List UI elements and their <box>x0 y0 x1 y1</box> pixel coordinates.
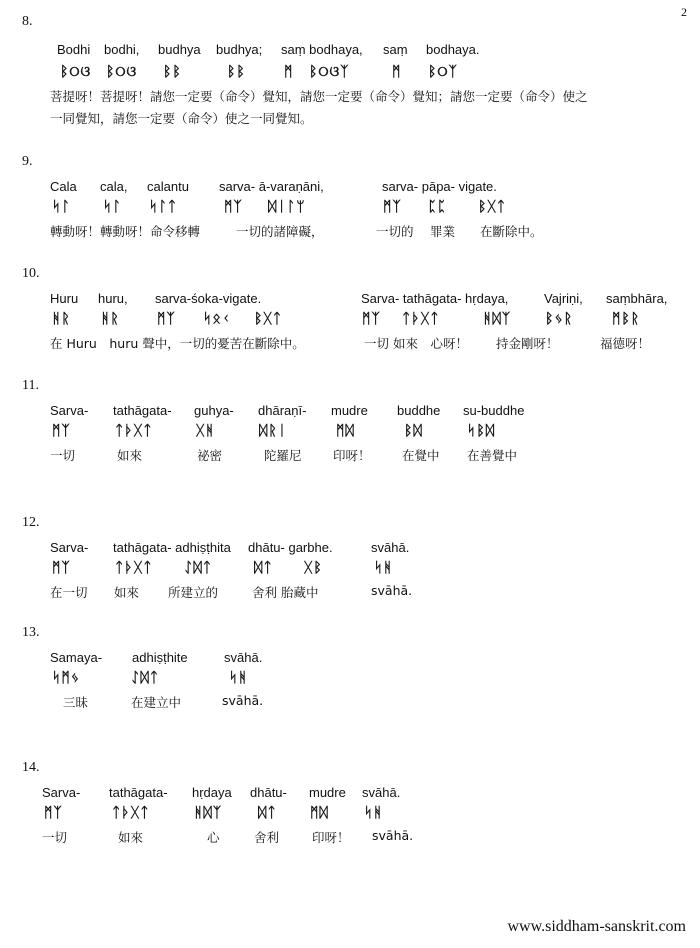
chinese-translation <box>0 222 700 242</box>
siddham-glyph: ᚷᛒ <box>304 560 323 576</box>
siddham-glyph: ᚻᚱ <box>52 311 71 327</box>
chinese-phrase: 祕密 <box>197 448 223 463</box>
siddham-line <box>0 311 700 331</box>
siddham-glyph: ᛒᛒ <box>163 64 182 80</box>
chinese-phrase: 一切 <box>42 830 68 845</box>
chinese-phrase: 在一切 <box>50 585 88 600</box>
siddham-glyph: ᛞᛁᛚᛘ <box>268 199 306 215</box>
roman-word: sarva- pāpa- vigate. <box>382 179 497 194</box>
roman-word: Vajriṇi, <box>544 291 583 306</box>
chinese-line: 菩提呀！菩提呀！請您一定要（命令）覺知，請您一定要（命令）覺知；請您一定要（命令）使之 <box>50 89 588 104</box>
chinese-translation <box>50 86 680 130</box>
romanization-line <box>0 403 700 423</box>
roman-word: Samaya- <box>50 650 103 665</box>
siddham-glyph: ᛒ୦ଓ <box>60 64 92 80</box>
siddham-glyph: ᛒᛃᚱ <box>545 311 574 327</box>
roman-word: svāhā. <box>362 785 401 800</box>
siddham-glyph: ᛗᛉ <box>44 805 63 821</box>
roman-word: sarva- ā-varaṇāni, <box>219 179 324 194</box>
romanization-line <box>0 540 700 560</box>
verse-number: 14. <box>22 760 40 775</box>
chinese-phrase: 印呀！ <box>333 448 371 463</box>
siddham-glyph: ᛞᛏ <box>258 805 277 821</box>
chinese-phrase: 如來 <box>118 830 144 845</box>
chinese-phrase: svāhā. <box>372 828 414 843</box>
verse-number: 10. <box>22 266 40 281</box>
roman-word: su-buddhe <box>463 403 525 418</box>
chinese-phrase: 在善覺中 <box>467 448 518 463</box>
siddham-glyph: ᛒᚷᛏ <box>254 311 283 327</box>
siddham-glyph: ᚷᚻ <box>196 423 215 439</box>
siddham-glyph: ᛋᚻ <box>374 560 393 576</box>
chinese-phrase: 一切的 <box>376 224 414 239</box>
roman-word: Sarva- <box>50 540 89 555</box>
siddham-glyph: ᛗᛉ <box>383 199 402 215</box>
roman-word: svāhā. <box>224 650 263 665</box>
chinese-phrase: 如來 <box>117 448 143 463</box>
roman-word: budhya; <box>216 42 263 57</box>
siddham-glyph: ᛋᛚ <box>52 199 71 215</box>
page-number: 2 <box>681 5 687 19</box>
roman-word: hṛdaya <box>192 785 232 800</box>
romanization-line <box>0 291 700 311</box>
chinese-phrase: 所建立的 <box>168 585 219 600</box>
roman-word: guhya- <box>194 403 234 418</box>
chinese-phrase: 在斷除中。 <box>480 224 543 239</box>
siddham-line <box>0 805 700 825</box>
verse-number: 13. <box>22 625 40 640</box>
roman-word: dhātu- <box>250 785 287 800</box>
chinese-translation <box>0 828 700 848</box>
siddham-glyph: ᛒ୦ଓᛉ <box>309 64 350 80</box>
siddham-glyph: ᛗ <box>392 64 402 80</box>
siddham-glyph: ᛞᛏ <box>254 560 273 576</box>
chinese-translation <box>0 583 700 603</box>
roman-word: tathāgata- <box>109 785 168 800</box>
roman-word: tathāgata- adhiṣṭhita <box>113 540 231 555</box>
siddham-glyph: ᚻᚱ <box>101 311 120 327</box>
verse-number: 8. <box>22 14 33 29</box>
chinese-line: 一同覺知，請您一定要（命令）使之一同覺知。 <box>50 111 313 126</box>
siddham-glyph: ᛏᚦᚷᛏ <box>115 423 153 439</box>
roman-word: mudre <box>331 403 368 418</box>
roman-word: adhiṣṭhite <box>132 650 188 665</box>
romanization-line <box>0 42 700 62</box>
roman-word: cala, <box>100 179 128 194</box>
siddham-glyph: ᛒ୦ଓ <box>106 64 138 80</box>
chinese-phrase: 罪業 <box>430 224 456 239</box>
roman-word: dhāraṇī- <box>258 403 307 418</box>
roman-word: Sarva- <box>50 403 89 418</box>
roman-word: sarva-śoka-vigate. <box>155 291 262 306</box>
verse-number: 11. <box>22 378 39 393</box>
siddham-glyph: ᛏᚦᚷᛏ <box>402 311 440 327</box>
chinese-phrase: 轉動呀！轉動呀！命令移轉 <box>50 224 201 239</box>
chinese-phrase: 舍利 <box>254 830 280 845</box>
siddham-glyph: ᛏᚦᚷᛏ <box>115 560 153 576</box>
siddham-glyph: ᛗᛉ <box>224 199 243 215</box>
roman-word: svāhā. <box>371 540 410 555</box>
roman-word: saṃ bodhaya, <box>281 42 363 57</box>
romanization-line <box>0 179 700 199</box>
roman-word: calantu <box>147 179 189 194</box>
romanization-line <box>0 650 700 670</box>
siddham-glyph: ᛋᛒᛞ <box>467 423 496 439</box>
siddham-glyph: ᛗᛒᚱ <box>612 311 641 327</box>
roman-word: bodhi, <box>104 42 140 57</box>
roman-word: saṃ <box>383 42 408 57</box>
siddham-glyph: ᛋᛚᛏ <box>149 199 178 215</box>
roman-word: mudre <box>309 785 346 800</box>
roman-word: buddhe <box>397 403 441 418</box>
roman-word: Huru <box>50 291 79 306</box>
siddham-glyph: ᚻᛞᛉ <box>483 311 512 327</box>
verse-number: 12. <box>22 515 40 530</box>
siddham-glyph: ᛋᚻ <box>364 805 383 821</box>
roman-word: Sarva- tathāgata- hṛdaya, <box>361 291 509 306</box>
roman-word: budhya <box>158 42 201 57</box>
chinese-phrase: 心 <box>207 830 220 845</box>
siddham-glyph: ᛋᚻ <box>229 670 248 686</box>
roman-word: Bodhi <box>57 42 91 57</box>
chinese-phrase: 如來 <box>114 585 140 600</box>
siddham-glyph: ᛗᛉ <box>52 423 71 439</box>
siddham-glyph: ᛇᛞᛏ <box>131 670 160 686</box>
siddham-line <box>0 670 700 690</box>
chinese-phrase: svāhā. <box>222 693 264 708</box>
romanization-line <box>0 785 700 805</box>
siddham-glyph: ᛇᛞᛏ <box>184 560 213 576</box>
siddham-glyph: ᛗ <box>284 64 294 80</box>
siddham-glyph: ᚻᛞᛉ <box>194 805 223 821</box>
siddham-glyph: ᛋᛗᛃ <box>52 670 81 686</box>
chinese-phrase: 一切 如來 心呀！ <box>364 336 468 351</box>
chinese-translation <box>0 693 700 713</box>
chinese-phrase: 三昧 <box>63 695 89 710</box>
chinese-phrase: 在覺中 <box>402 448 440 463</box>
chinese-phrase: 印呀！ <box>312 830 350 845</box>
roman-word: Sarva- <box>42 785 81 800</box>
chinese-phrase: 在 Huru huru 聲中，一切的憂苦在斷除中。 <box>50 336 305 351</box>
siddham-glyph: ᛒᛞ <box>404 423 423 439</box>
siddham-glyph: ᛒ୦ᛉ <box>428 64 458 80</box>
siddham-glyph: ᛒᛒ <box>227 64 246 80</box>
chinese-phrase: 陀羅尼 <box>264 448 302 463</box>
chinese-translation <box>0 446 700 466</box>
siddham-glyph: ᛋᛚ <box>103 199 122 215</box>
siddham-glyph: ᛈᛈ <box>428 199 447 215</box>
siddham-glyph: ᛗᛞ <box>336 423 355 439</box>
siddham-glyph: ᛗᛞ <box>310 805 329 821</box>
chinese-phrase: svāhā. <box>371 583 413 598</box>
chinese-translation <box>0 334 700 354</box>
siddham-line <box>0 560 700 580</box>
roman-word: tathāgata- <box>113 403 172 418</box>
siddham-glyph: ᛒᚷᛏ <box>478 199 507 215</box>
chinese-phrase: 在建立中 <box>131 695 182 710</box>
chinese-phrase: 福德呀！ <box>600 336 651 351</box>
roman-word: Cala <box>50 179 77 194</box>
chinese-phrase: 舍利 胎藏中 <box>252 585 319 600</box>
siddham-glyph: ᛗᛉ <box>157 311 176 327</box>
siddham-line <box>0 199 700 219</box>
chinese-phrase: 一切 <box>50 448 76 463</box>
roman-word: huru, <box>98 291 128 306</box>
chinese-phrase: 一切的諸障礙， <box>236 224 324 239</box>
verse-number: 9. <box>22 154 33 169</box>
chinese-phrase: 持金剛呀！ <box>496 336 559 351</box>
roman-word: dhātu- garbhe. <box>248 540 333 555</box>
siddham-glyph: ᛗᛉ <box>362 311 381 327</box>
roman-word: bodhaya. <box>426 42 480 57</box>
siddham-glyph: ᛋᛟᚲ <box>203 311 232 327</box>
siddham-line <box>0 423 700 443</box>
siddham-glyph: ᛏᚦᚷᛏ <box>112 805 150 821</box>
roman-word: saṃbhāra, <box>606 291 668 306</box>
siddham-glyph: ᛞᚱᛁ <box>259 423 288 439</box>
website-footer: www.siddham-sanskrit.com <box>507 918 686 935</box>
siddham-glyph: ᛗᛉ <box>52 560 71 576</box>
siddham-line <box>0 64 700 84</box>
